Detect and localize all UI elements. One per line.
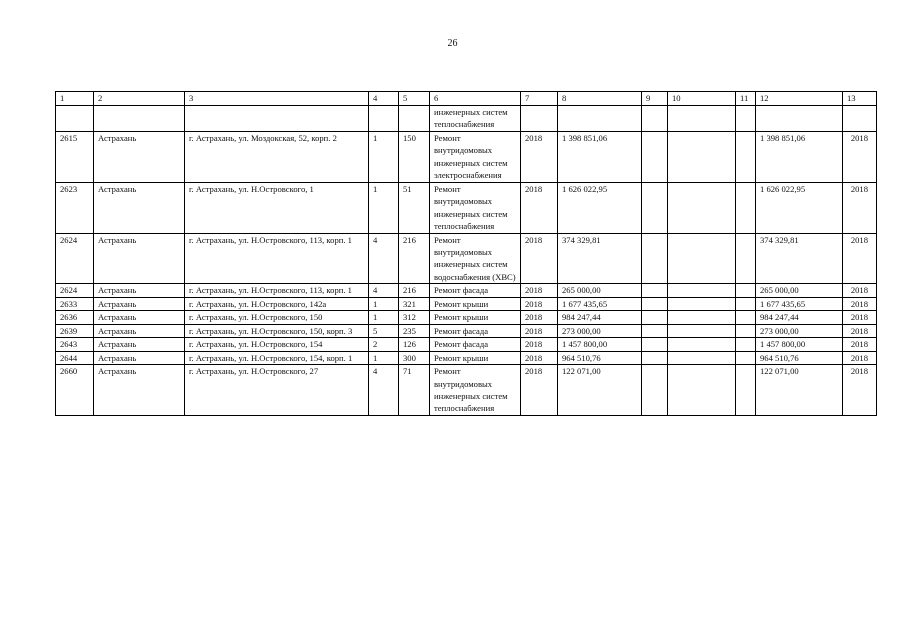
table-cell-col-1: 2639	[56, 324, 94, 337]
table-cell-col-12: 964 510,76	[756, 351, 843, 364]
table-cell-col-2: Астрахань	[94, 351, 185, 364]
table-cell-col-13: 2018	[843, 311, 877, 324]
table-cell-col-9	[642, 233, 668, 284]
table-cell-col-5: 216	[399, 233, 430, 284]
table-cell-col-4: 1	[369, 182, 399, 233]
table-cell-col-4: 4	[369, 233, 399, 284]
table-row	[56, 131, 877, 182]
table-cell-col-8: 273 000,00	[558, 324, 642, 337]
table-row	[56, 351, 877, 364]
table-cell-col-7: 2018	[521, 351, 558, 364]
table-cell-col-10	[668, 233, 736, 284]
table-cell-col-10	[668, 351, 736, 364]
header-cell-col-5: 5	[399, 92, 430, 106]
table-cell-col-4: 2	[369, 338, 399, 351]
table-cell-col-13: 2018	[843, 297, 877, 310]
table-cell-col-12: 1 626 022,95	[756, 182, 843, 233]
table-cell-col-5: 235	[399, 324, 430, 337]
table-cell-col-6: Ремонт крыши	[430, 311, 521, 324]
table-cell-col-2: Астрахань	[94, 338, 185, 351]
table-cell-col-7: 2018	[521, 297, 558, 310]
table-cell-col-3: г. Астрахань, ул. Н.Островского, 1	[185, 182, 369, 233]
table-cell-col-6: Ремонт фасада	[430, 324, 521, 337]
table-cell-col-6: Ремонт фасада	[430, 284, 521, 297]
capital-repair-table	[55, 91, 877, 416]
table-cell-col-4: 4	[369, 365, 399, 416]
table-row	[56, 297, 877, 310]
table-cell-col-7: 2018	[521, 182, 558, 233]
table-row	[56, 106, 877, 132]
table-cell-col-11	[736, 324, 756, 337]
table-row	[56, 182, 877, 233]
table-cell-col-10	[668, 106, 736, 132]
table-cell-col-8: 265 000,00	[558, 284, 642, 297]
table-cell-col-9	[642, 351, 668, 364]
table-cell-col-1: 2636	[56, 311, 94, 324]
table-cell-col-11	[736, 131, 756, 182]
table-cell-col-12: 1 398 851,06	[756, 131, 843, 182]
table-cell-col-6: Ремонт внутридомовых инженерных систем теплоснабжения	[430, 365, 521, 416]
table-cell-col-9	[642, 324, 668, 337]
table-row	[56, 365, 877, 416]
table-header-row	[56, 92, 877, 106]
table-cell-col-7: 2018	[521, 365, 558, 416]
table-cell-col-12: 984 247,44	[756, 311, 843, 324]
table-cell-col-8: 122 071,00	[558, 365, 642, 416]
table-cell-col-3: г. Астрахань, ул. Моздокская, 52, корп. 2	[185, 131, 369, 182]
table-cell-col-9	[642, 284, 668, 297]
table-cell-col-11	[736, 284, 756, 297]
header-cell-col-2: 2	[94, 92, 185, 106]
table-cell-col-11	[736, 182, 756, 233]
table-cell-col-5: 321	[399, 297, 430, 310]
table-cell-col-8: 984 247,44	[558, 311, 642, 324]
table-cell-col-4: 1	[369, 297, 399, 310]
table-cell-col-9	[642, 297, 668, 310]
table-cell-col-3: г. Астрахань, ул. Н.Островского, 142а	[185, 297, 369, 310]
table-cell-col-3: г. Астрахань, ул. Н.Островского, 27	[185, 365, 369, 416]
table-cell-col-5: 216	[399, 284, 430, 297]
table-row	[56, 284, 877, 297]
table-cell-col-1	[56, 106, 94, 132]
header-cell-col-7: 7	[521, 92, 558, 106]
table-cell-col-2: Астрахань	[94, 233, 185, 284]
table-cell-col-1: 2633	[56, 297, 94, 310]
table-cell-col-13: 2018	[843, 182, 877, 233]
table-cell-col-2: Астрахань	[94, 284, 185, 297]
table-cell-col-7: 2018	[521, 338, 558, 351]
table-cell-col-1: 2623	[56, 182, 94, 233]
table-cell-col-10	[668, 297, 736, 310]
table-cell-col-6: Ремонт внутридомовых инженерных систем теплоснабжения	[430, 182, 521, 233]
header-cell-col-1: 1	[56, 92, 94, 106]
table-cell-col-10	[668, 311, 736, 324]
table-cell-col-13	[843, 106, 877, 132]
header-cell-col-9: 9	[642, 92, 668, 106]
table-cell-col-6: инженерных систем теплоснабжения	[430, 106, 521, 132]
table-cell-col-1: 2624	[56, 233, 94, 284]
table-cell-col-3	[185, 106, 369, 132]
table-cell-col-10	[668, 338, 736, 351]
table-cell-col-3: г. Астрахань, ул. Н.Островского, 150	[185, 311, 369, 324]
table-cell-col-2: Астрахань	[94, 131, 185, 182]
header-cell-col-11: 11	[736, 92, 756, 106]
header-cell-col-6: 6	[430, 92, 521, 106]
table-cell-col-13: 2018	[843, 233, 877, 284]
table-cell-col-10	[668, 131, 736, 182]
table-cell-col-2: Астрахань	[94, 365, 185, 416]
table-cell-col-9	[642, 131, 668, 182]
table-cell-col-9	[642, 338, 668, 351]
table-cell-col-12: 1 677 435,65	[756, 297, 843, 310]
header-cell-col-4: 4	[369, 92, 399, 106]
table-cell-col-8: 1 398 851,06	[558, 131, 642, 182]
table-cell-col-8: 964 510,76	[558, 351, 642, 364]
table-cell-col-11	[736, 338, 756, 351]
table-cell-col-7: 2018	[521, 131, 558, 182]
table-cell-col-6: Ремонт крыши	[430, 351, 521, 364]
table-cell-col-6: Ремонт фасада	[430, 338, 521, 351]
table-cell-col-3: г. Астрахань, ул. Н.Островского, 113, корп. 1	[185, 233, 369, 284]
table-cell-col-13: 2018	[843, 324, 877, 337]
table-cell-col-12: 122 071,00	[756, 365, 843, 416]
table-cell-col-3: г. Астрахань, ул. Н.Островского, 113, корп. 1	[185, 284, 369, 297]
table-cell-col-3: г. Астрахань, ул. Н.Островского, 154, корп. 1	[185, 351, 369, 364]
table-cell-col-6: Ремонт внутридомовых инженерных систем электроснабжения	[430, 131, 521, 182]
table-cell-col-12: 265 000,00	[756, 284, 843, 297]
table-cell-col-2: Астрахань	[94, 182, 185, 233]
table-cell-col-4: 4	[369, 284, 399, 297]
table-cell-col-7: 2018	[521, 311, 558, 324]
table-cell-col-5: 126	[399, 338, 430, 351]
header-cell-col-12: 12	[756, 92, 843, 106]
table-cell-col-4: 1	[369, 311, 399, 324]
table-cell-col-12: 1 457 800,00	[756, 338, 843, 351]
table-row	[56, 311, 877, 324]
table-cell-col-10	[668, 365, 736, 416]
table-cell-col-2: Астрахань	[94, 311, 185, 324]
table-cell-col-8: 1 626 022,95	[558, 182, 642, 233]
table-cell-col-8: 1 457 800,00	[558, 338, 642, 351]
header-cell-col-10: 10	[668, 92, 736, 106]
table-cell-col-1: 2644	[56, 351, 94, 364]
table-cell-col-8: 374 329,81	[558, 233, 642, 284]
table-cell-col-12: 374 329,81	[756, 233, 843, 284]
table-cell-col-13: 2018	[843, 365, 877, 416]
table-cell-col-8: 1 677 435,65	[558, 297, 642, 310]
table-cell-col-5: 312	[399, 311, 430, 324]
page-number: 26	[447, 38, 458, 49]
table-cell-col-11	[736, 233, 756, 284]
table-cell-col-13: 2018	[843, 284, 877, 297]
table-cell-col-7: 2018	[521, 324, 558, 337]
table-cell-col-2	[94, 106, 185, 132]
table-cell-col-10	[668, 324, 736, 337]
table-cell-col-7: 2018	[521, 284, 558, 297]
table-cell-col-5: 71	[399, 365, 430, 416]
table-cell-col-1: 2660	[56, 365, 94, 416]
table-cell-col-4: 1	[369, 131, 399, 182]
table-cell-col-5: 150	[399, 131, 430, 182]
table-cell-col-3: г. Астрахань, ул. Н.Островского, 154	[185, 338, 369, 351]
table-cell-col-13: 2018	[843, 351, 877, 364]
table-cell-col-10	[668, 284, 736, 297]
table-cell-col-11	[736, 351, 756, 364]
table-cell-col-13: 2018	[843, 338, 877, 351]
table-cell-col-6: Ремонт крыши	[430, 297, 521, 310]
table-row	[56, 324, 877, 337]
table-cell-col-11	[736, 311, 756, 324]
table-cell-col-6: Ремонт внутридомовых инженерных систем водоснабжения (ХВС)	[430, 233, 521, 284]
table-cell-col-2: Астрахань	[94, 297, 185, 310]
header-cell-col-8: 8	[558, 92, 642, 106]
table-cell-col-11	[736, 106, 756, 132]
table-cell-col-8	[558, 106, 642, 132]
table-cell-col-12: 273 000,00	[756, 324, 843, 337]
header-cell-col-3: 3	[185, 92, 369, 106]
table-cell-col-9	[642, 106, 668, 132]
table-cell-col-12	[756, 106, 843, 132]
table-cell-col-9	[642, 365, 668, 416]
table-cell-col-7: 2018	[521, 233, 558, 284]
table-cell-col-2: Астрахань	[94, 324, 185, 337]
table-cell-col-13: 2018	[843, 131, 877, 182]
table-cell-col-11	[736, 365, 756, 416]
table-cell-col-9	[642, 182, 668, 233]
table-cell-col-1: 2643	[56, 338, 94, 351]
table-cell-col-3: г. Астрахань, ул. Н.Островского, 150, корп. 3	[185, 324, 369, 337]
table-cell-col-5: 51	[399, 182, 430, 233]
table-cell-col-9	[642, 311, 668, 324]
table-row	[56, 233, 877, 284]
table-row	[56, 338, 877, 351]
header-cell-col-13: 13	[843, 92, 877, 106]
table-cell-col-4: 5	[369, 324, 399, 337]
table-cell-col-4	[369, 106, 399, 132]
table-cell-col-11	[736, 297, 756, 310]
table-cell-col-1: 2615	[56, 131, 94, 182]
table-cell-col-7	[521, 106, 558, 132]
table-cell-col-5	[399, 106, 430, 132]
table-cell-col-5: 300	[399, 351, 430, 364]
table-cell-col-4: 1	[369, 351, 399, 364]
table-cell-col-1: 2624	[56, 284, 94, 297]
table-cell-col-10	[668, 182, 736, 233]
